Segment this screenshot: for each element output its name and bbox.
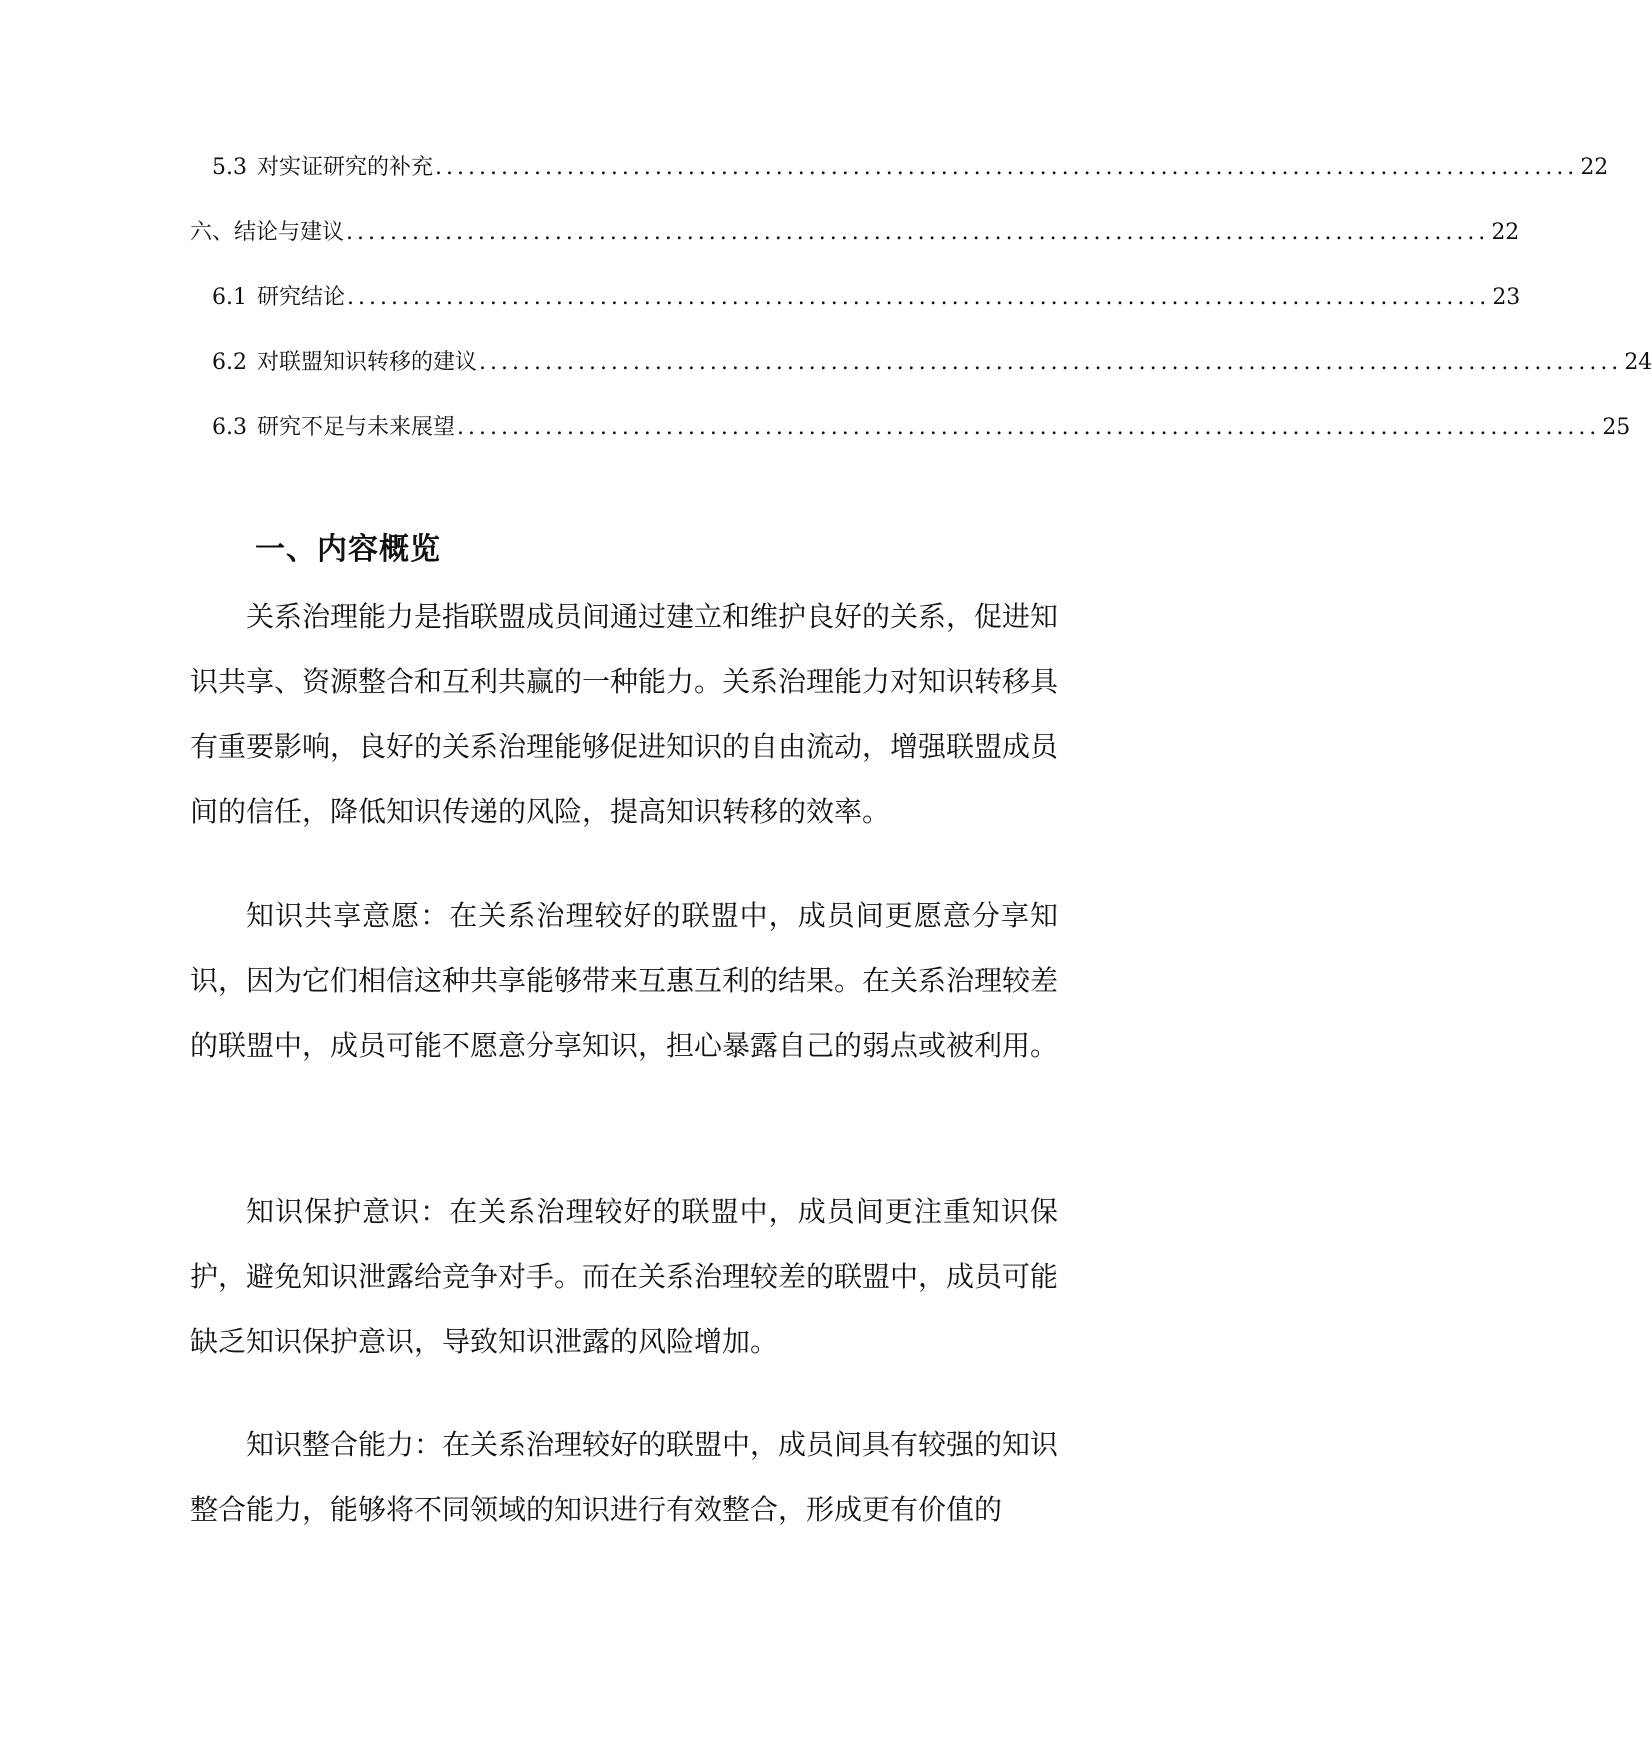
toc-entry-title: 六、结论与建议 [190,220,345,245]
toc-entry-page: 22 [1580,155,1609,180]
toc-entry[interactable] [212,413,1631,443]
toc-entry-number: 5.3 [212,155,247,180]
toc-entry-number: 6.3 [212,415,247,440]
toc-leader-dots: ........................................................................................................ [457,415,1601,440]
toc-entry-title: 研究不足与未来展望 [257,415,456,440]
section-heading: 一、内容概览 [255,532,441,568]
toc-entry[interactable] [212,348,1652,378]
toc-entry[interactable] [212,153,1609,183]
toc-leader-dots: ........................................................................................................ [435,155,1579,180]
toc-entry-number: 6.1 [212,285,247,310]
toc-entry-title: 对实证研究的补充 [257,155,434,180]
toc-leader-dots: ........................................................................................................ [347,285,1491,310]
body-paragraph: 知识整合能力：在关系治理较好的联盟中，成员间具有较强的知识整合能力，能够将不同领域的知识进行有效整合，形成更有价值的 [190,1428,1059,1526]
toc-entry[interactable] [190,218,1520,248]
body-paragraph: 知识保护意识：在关系治理较好的联盟中，成员间更注重知识保护，避免知识泄露给竞争对手。而在关系治理较差的联盟中，成员可能缺乏知识保护意识，导致知识泄露的风险增加。 [190,1195,1059,1358]
toc-entry[interactable] [212,283,1521,313]
toc-entry-page: 25 [1602,415,1631,440]
toc-entry-title: 对联盟知识转移的建议 [257,350,478,375]
body-paragraph: 知识共享意愿：在关系治理较好的联盟中，成员间更愿意分享知识，因为它们相信这种共享能够带来互惠互利的结果。在关系治理较差的联盟中，成员可能不愿意分享知识，担心暴露自己的弱点或被利用。 [190,899,1059,1062]
toc-leader-dots: ........................................................................................................ [479,350,1623,375]
body-paragraph: 关系治理能力是指联盟成员间通过建立和维护良好的关系，促进知识共享、资源整合和互利共赢的一种能力。关系治理能力对知识转移具有重要影响，良好的关系治理能够促进知识的自由流动，增强联盟成员间的信任，降低知识传递的风险，提高知识转移的效率。 [190,600,1059,828]
toc-entry-page: 22 [1491,220,1520,245]
toc-entry-page: 23 [1492,285,1521,310]
toc-entry-page: 24 [1624,350,1652,375]
toc-entry-number: 6.2 [212,350,247,375]
toc-leader-dots: ........................................................................................................ [346,220,1490,245]
toc-entry-title: 研究结论 [257,285,346,310]
